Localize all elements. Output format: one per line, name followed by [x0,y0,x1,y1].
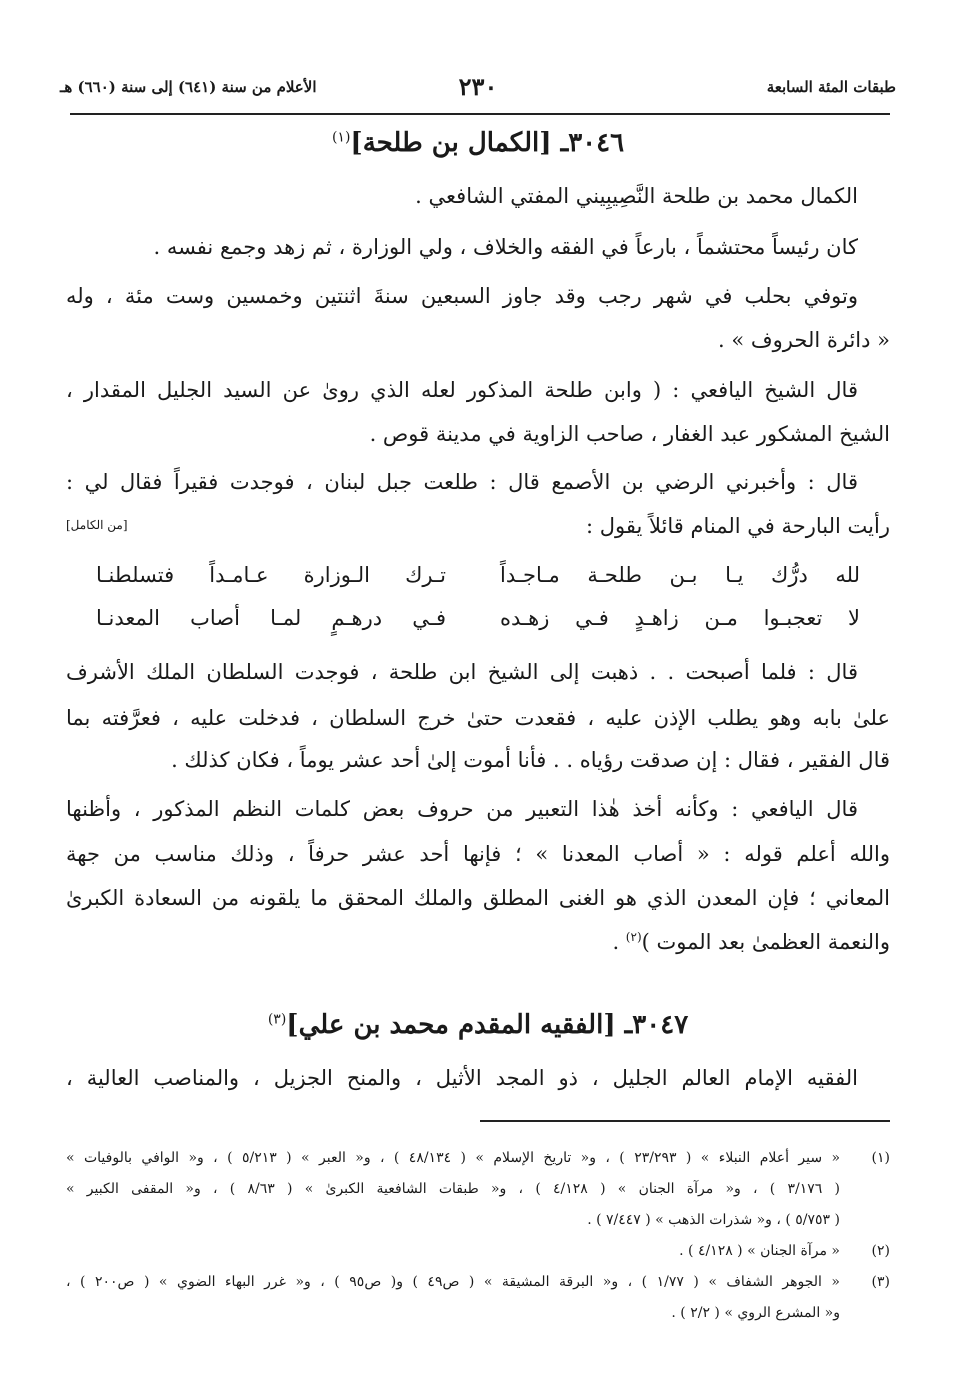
text-line: وتوفي بحلب في شهر رجب وقد جاوز السبعين سنةَ اثنتين وخمسين وست مئة ، وله [66,284,858,308]
footnote-divider [480,1120,890,1122]
verse-second-hemistich: فـي درهـمٍ لمـا أصاب المعدنـا [96,606,446,630]
period-mark: . [612,930,626,954]
text-line: علىٰ بابه وهو يطلب الإذن عليه ، فقعدت حتىٰ خرج السلطان ، فدخلت عليه ، فعرَّفته بما [66,706,890,730]
footnote-ref: (٢) [625,930,642,944]
entry-title [60,128,896,158]
text-line: والله أعلم قوله : « أصاب المعدنا » ؛ فإنها أحد عشر حرفاً ، وذلك مناسب من جهة [66,842,890,866]
footnote-text: « مرآة الجنان » ( ٤/١٢٨ ) . [679,1243,840,1259]
header-divider [70,113,890,115]
text-line: الكمال محمد بن طلحة النَّصِيبِيني المفتي الشافعي . [415,184,858,208]
entry-name: ـ [الكمال بن طلحة] [350,128,569,158]
entry-number: ٣٠٤٦ [568,128,625,158]
footnote-ref: (٣) [267,1011,287,1028]
running-header [60,72,896,112]
footnote-text: « سير أعلام النبلاء » ( ٢٣/٢٩٣ ) ، و« تاريخ الإسلام » ( ٤٨/١٣٤ ) ، و« العبر » ( ٥/٢١٣ ) ، و« الوافي بالوفيات » [66,1150,841,1166]
footnote-number: (١) [871,1150,890,1166]
verse-line [96,606,860,642]
text-line: قال الشيخ اليافعي : ( وابن طلحة المذكور لعله الذي روىٰ عن السيد الجليل المقدار ، [66,378,858,402]
text-line: كان رئيساً محتشماً ، بارعاً في الفقه والخلاف ، ولي الوزارة ، ثم زهد وجمع نفسه . [153,235,858,259]
verse-line [96,563,860,599]
text-line: المعاني ؛ فإن المعدن الذي هو الغنى المطلق والملك المحقق ما يلقونه من السعادة الكبرىٰ [66,886,890,910]
text-line: قال الفقير ، فقال : إن صدقت رؤياه . . فأنا أموت إلىٰ أحد عشر يوماً ، فكان كذلك . [171,748,890,772]
text-line: قال اليافعي : وكأنه أخذ هٰذا التعبير من حروف بعض كلمات النظم المذكور ، وأظنها [66,797,858,821]
entry-title [60,1010,896,1040]
year-range: الأعلام من سنة (٦٤١) إلى سنة (٦٦٠) هـ [60,78,317,96]
footnote-text: ( ٥/٧٥٣ ) ، و« شذرات الذهب » ( ٧/٤٤٧ ) . [587,1212,840,1228]
footnote-number: (٣) [871,1274,890,1290]
text-line: « دائرة الحروف » . [718,328,890,352]
verse-first-hemistich: لا تعجبـوا مـن زاهـدٍ فـي زهـده [500,606,860,630]
footnote-ref: (١) [331,129,351,146]
entry-name: ـ [الفقيه المقدم محمد بن علي] [286,1010,633,1040]
text-line: قال : فلما أصبحت . . ذهبت إلى الشيخ ابن طلحة ، فوجدت السلطان الملك الأشرف [66,660,858,684]
verse-second-hemistich: تـرك الـوزارة عـامـداً فتسلطنـا [96,563,446,587]
text-line-end: والنعمة العظمىٰ بعد الموت ) [641,930,890,954]
entry-number: ٣٠٤٧ [632,1010,689,1040]
text-line: الفقيه الإمام العالم الجليل ، ذو المجد الأثيل ، والمنح الجزيل ، والمناصب العالية ، [66,1066,858,1090]
section-title: طبقات المئة السابعة [766,78,896,96]
verse-first-hemistich: لله درُّك يـا بـن طلحـة مـاجـداً [500,563,860,587]
footnote-number: (٢) [871,1243,890,1259]
footnote-text: « الجوهر الشفاف » ( ١/٧٧ ) ، و« البرقة المشيقة » ( ص٤٩ ) و( ص٩٥ ) ، و« غرر البهاء الضوي » ( ص٢٠٠ ) ، [66,1274,840,1290]
text-line: الشيخ المشكور عبد الغفار ، صاحب الزاوية في مدينة قوص . [369,422,890,446]
page-number: ٢٣٠ [458,72,498,101]
text-line: قال : وأخبرني الرضي بن الأصمع قال : طلعت جبل لبنان ، فوجدت فقيراً فقال لي : [66,470,858,494]
meter-label: [من الكامل] [66,518,128,532]
footnote-text: ( ٣/١٧٦ ) ، و« مرآة الجنان » ( ٤/١٢٨ ) ، و« طبقات الشافعية الكبرىٰ » ( ٨/٦٣ ) ، و« المقفى الكبير » [66,1181,840,1197]
text-line [66,930,890,954]
text-line: رأيت البارحة في المنام قائلاً يقول : [586,514,890,538]
footnote-text: و« المشرع الروي » ( ٢/٢ ) . [671,1305,840,1321]
